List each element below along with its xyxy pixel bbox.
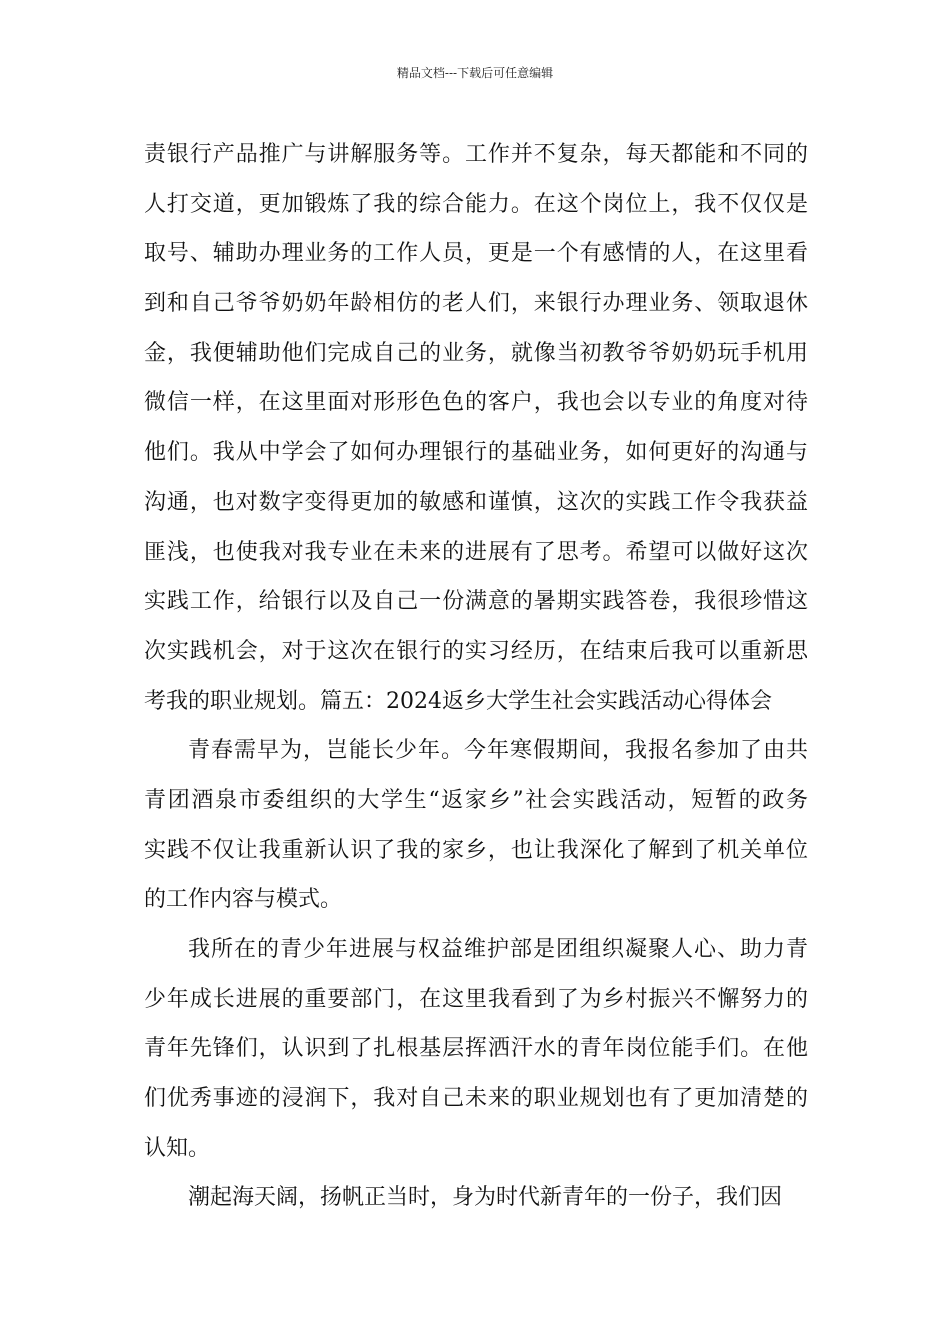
text-line: 的工作内容与模式。: [144, 887, 343, 913]
text-line: 人打交道，更加锻炼了我的综合能力。在这个岗位上，我不仅仅是: [144, 191, 808, 217]
paragraph: [144, 130, 808, 726]
text-line: 他们。我从中学会了如何办理银行的基础业务，如何更好的沟通与: [144, 440, 808, 466]
text-line: 潮起海天阔，扬帆正当时，身为时代新青年的一份子，我们因: [188, 1185, 783, 1211]
text-line: 实践不仅让我重新认识了我的家乡，也让我深化了解到了机关单位: [144, 837, 808, 863]
text-line: 匪浅，也使我对我专业在未来的进展有了思考。希望可以做好这次: [144, 539, 808, 565]
paragraph: [144, 1173, 808, 1223]
text-line: 到和自己爷爷奶奶年龄相仿的老人们，来银行办理业务、领取退休: [144, 291, 808, 317]
text-line: 微信一样，在这里面对形形色色的客户，我也会以专业的角度对待: [144, 390, 808, 416]
paragraph: [144, 726, 808, 925]
text-line: 青年先锋们，认识到了扎根基层挥洒汗水的青年岗位能手们。在他: [144, 1036, 808, 1062]
paragraph: [144, 925, 808, 1173]
text-line: 我所在的青少年进展与权益维护部是团组织凝聚人心、助力青: [188, 937, 808, 962]
text-line: 沟通，也对数字变得更加的敏感和谨慎，这次的实践工作令我获益: [144, 489, 808, 515]
text-line: 少年成长进展的重要部门，在这里我看到了为乡村振兴不懈努力的: [144, 986, 808, 1012]
text-line: 责银行产品推广与讲解服务等。工作并不复杂，每天都能和不同的: [144, 142, 808, 167]
text-line: 认知。: [144, 1135, 211, 1161]
text-line: 考我的职业规划。篇五：2024返乡大学生社会实践活动心得体会: [144, 688, 772, 714]
text-line: 青团酒泉市委组织的大学生“返家乡”社会实践活动，短暂的政务: [144, 787, 808, 813]
text-line: 次实践机会，对于这次在银行的实习经历，在结束后我可以重新思: [144, 638, 808, 664]
text-line: 们优秀事迹的浸润下，我对自己未来的职业规划也有了更加清楚的: [144, 1086, 808, 1112]
text-line: 实践工作，给银行以及自己一份满意的暑期实践答卷，我很珍惜这: [144, 589, 808, 615]
page-header: 精品文档---下载后可任意编辑: [396, 66, 554, 80]
text-line: 金，我便辅助他们完成自己的业务，就像当初教爷爷奶奶玩手机用: [144, 340, 808, 366]
text-line: 取号、辅助办理业务的工作人员，更是一个有感情的人，在这里看: [144, 241, 808, 267]
text-line: 青春需早为，岂能长少年。今年寒假期间，我报名参加了由共: [188, 738, 808, 764]
document-body: [144, 130, 808, 1223]
